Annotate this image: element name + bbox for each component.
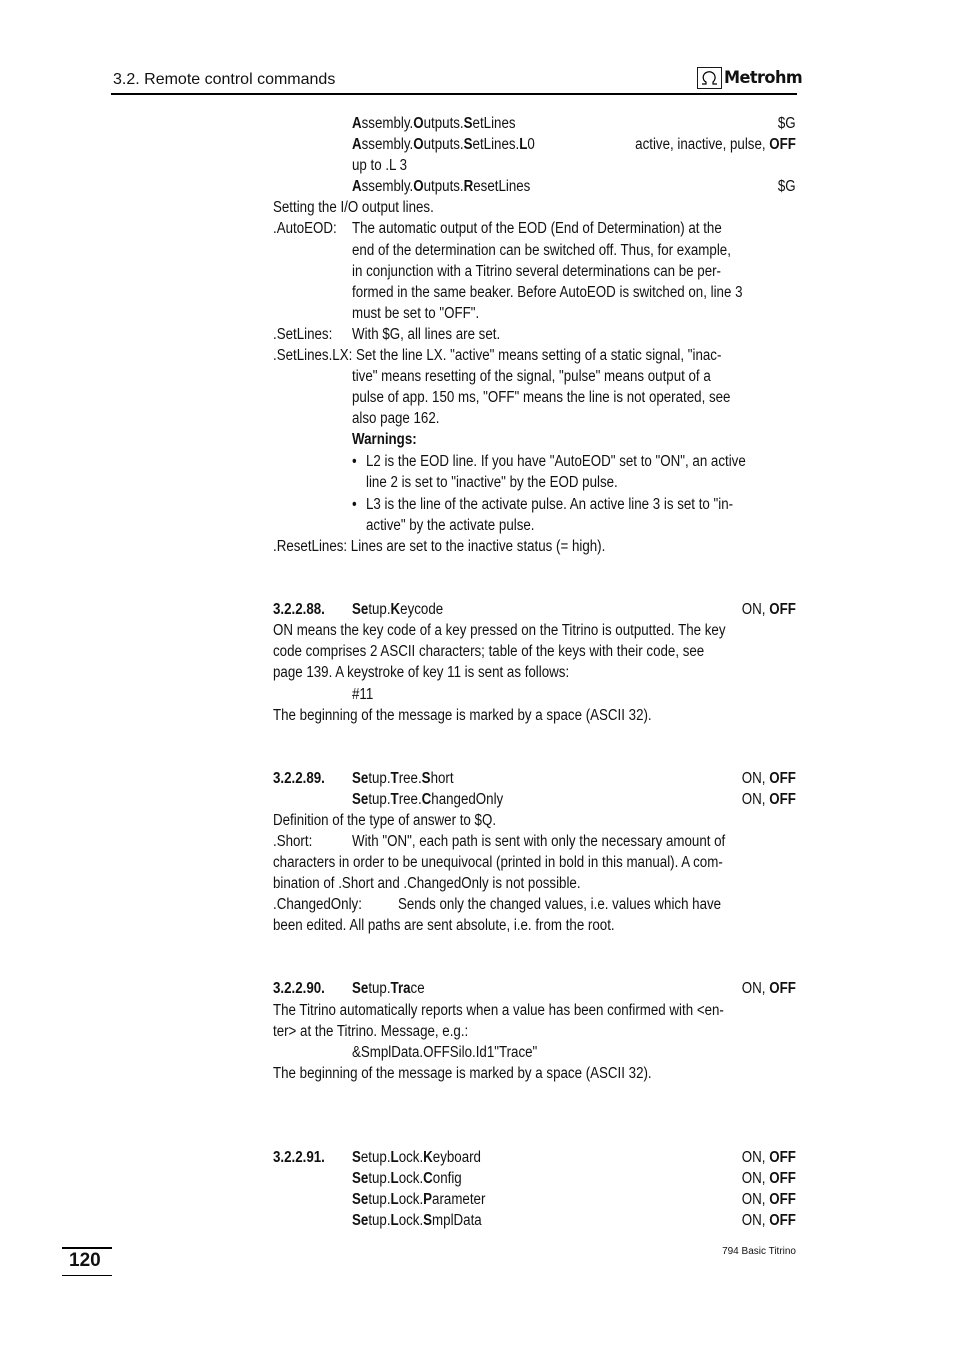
cmd-setlines-l0: Assembly.Outputs.SetLines.L0 xyxy=(352,136,535,153)
sec90-value: ON, OFF xyxy=(741,980,796,997)
sec90-line: The Titrino automatically reports when a value has been confirmed with <en- xyxy=(273,1002,724,1019)
section-number: 3.2.2.88. xyxy=(273,601,325,618)
sec90-example: &SmplData.OFFSilo.Id1"Trace" xyxy=(352,1044,538,1061)
setlineslx-first: .SetLines.LX: Set the line LX. "active" means setting of a static signal, "inac- xyxy=(273,347,722,364)
warning-line: L2 is the EOD line. If you have "AutoEOD" set to "ON", an active xyxy=(366,453,746,470)
short-label: .Short: xyxy=(273,833,313,850)
cmd-setlines: Assembly.Outputs.SetLines xyxy=(352,115,516,132)
sec90-command: Setup.Trace xyxy=(352,980,425,997)
brand-name: Metrohm xyxy=(724,68,803,88)
product-name: 794 Basic Titrino xyxy=(722,1246,796,1257)
sec88-example: #11 xyxy=(352,686,374,703)
sec89-intro: Definition of the type of answer to $Q. xyxy=(273,812,497,829)
page-number: 120 xyxy=(69,1250,101,1271)
page-number-underline xyxy=(62,1275,112,1276)
cmd-resetlines: Assembly.Outputs.ResetLines xyxy=(352,178,531,195)
autoeod-label: .AutoEOD: xyxy=(273,220,337,237)
sec88-line: page 139. A keystroke of key 11 is sent as follows: xyxy=(273,664,570,681)
sec89-command-changed: Setup.Tree.ChangedOnly xyxy=(352,791,504,808)
short-first: With "ON", each path is sent with only the necessary amount of xyxy=(352,833,726,850)
setlineslx-line: pulse of app. 150 ms, "OFF" means the line is not operated, see xyxy=(352,389,731,406)
sec89-command-short: Setup.Tree.Short xyxy=(352,770,454,787)
sec91-value: ON, OFF xyxy=(741,1191,796,1208)
section-number: 3.2.2.90. xyxy=(273,980,325,997)
bullet-icon: • xyxy=(352,496,357,513)
cmd-setlines-value: $G xyxy=(778,115,796,132)
autoeod-line: end of the determination can be switched off. Thus, for example, xyxy=(352,242,731,259)
sec88-last: The beginning of the message is marked by a space (ASCII 32). xyxy=(273,707,652,724)
sec88-value: ON, OFF xyxy=(741,601,796,618)
sec91-value: ON, OFF xyxy=(741,1212,796,1229)
cmd-upto: up to .L 3 xyxy=(352,157,408,174)
page-number-rule xyxy=(62,1247,112,1249)
cmd-resetlines-value: $G xyxy=(778,178,796,195)
setlineslx-line: also page 162. xyxy=(352,410,440,427)
outputs-intro: Setting the I/O output lines. xyxy=(273,199,434,216)
section-number: 3.2.2.89. xyxy=(273,770,325,787)
sec88-line: ON means the key code of a key pressed on the Titrino is outputted. The key xyxy=(273,622,726,639)
sec89-value: ON, OFF xyxy=(741,791,796,808)
autoeod-line: formed in the same beaker. Before AutoEOD is switched on, line 3 xyxy=(352,284,743,301)
autoeod-line: The automatic output of the EOD (End of Determination) at the xyxy=(352,220,722,237)
sec91-command-config: Setup.Lock.Config xyxy=(352,1170,462,1187)
section-number: 3.2.2.91. xyxy=(273,1149,325,1166)
sec88-command: Setup.Keycode xyxy=(352,601,444,618)
omega-logo-icon xyxy=(697,67,722,89)
warning-line: line 2 is set to "inactive" by the EOD pulse. xyxy=(366,474,618,491)
autoeod-line: must be set to "OFF". xyxy=(352,305,480,322)
changed-label: .ChangedOnly: xyxy=(273,896,362,913)
header-rule xyxy=(111,93,797,95)
setlineslx-line: tive" means resetting of the signal, "pulse" means output of a xyxy=(352,368,711,385)
bullet-icon: • xyxy=(352,453,357,470)
short-line: bination of .Short and .ChangedOnly is not possible. xyxy=(273,875,581,892)
running-header: 3.2. Remote control commands xyxy=(113,71,336,88)
sec90-last: The beginning of the message is marked by a space (ASCII 32). xyxy=(273,1065,652,1082)
resetlines-text: .ResetLines: Lines are set to the inactive status (= high). xyxy=(273,538,606,555)
warning-line: active" by the activate pulse. xyxy=(366,517,535,534)
sec91-command-keyboard: Setup.Lock.Keyboard xyxy=(352,1149,481,1166)
setlines-text: With $G, all lines are set. xyxy=(352,326,501,343)
sec91-value: ON, OFF xyxy=(741,1170,796,1187)
cmd-setlines-l0-value: active, inactive, pulse, OFF xyxy=(635,136,796,153)
warning-line: L3 is the line of the activate pulse. An active line 3 is set to "in- xyxy=(366,496,734,513)
sec88-line: code comprises 2 ASCII characters; table of the keys with their code, see xyxy=(273,643,705,660)
autoeod-line: in conjunction with a Titrino several determinations can be per- xyxy=(352,263,721,280)
setlines-label: .SetLines: xyxy=(273,326,333,343)
sec91-command-smpldata: Setup.Lock.SmplData xyxy=(352,1212,482,1229)
changed-first: Sends only the changed values, i.e. values which have xyxy=(398,896,722,913)
sec89-value: ON, OFF xyxy=(741,770,796,787)
sec90-line: ter> at the Titrino. Message, e.g.: xyxy=(273,1023,469,1040)
sec91-command-parameter: Setup.Lock.Parameter xyxy=(352,1191,486,1208)
short-line: characters in order to be unequivocal (printed in bold in this manual). A com- xyxy=(273,854,723,871)
changed-last: been edited. All paths are sent absolute, i.e. from the root. xyxy=(273,917,615,934)
brand-logo xyxy=(697,66,806,90)
sec91-value: ON, OFF xyxy=(741,1149,796,1166)
warnings-title: Warnings: xyxy=(352,431,417,448)
